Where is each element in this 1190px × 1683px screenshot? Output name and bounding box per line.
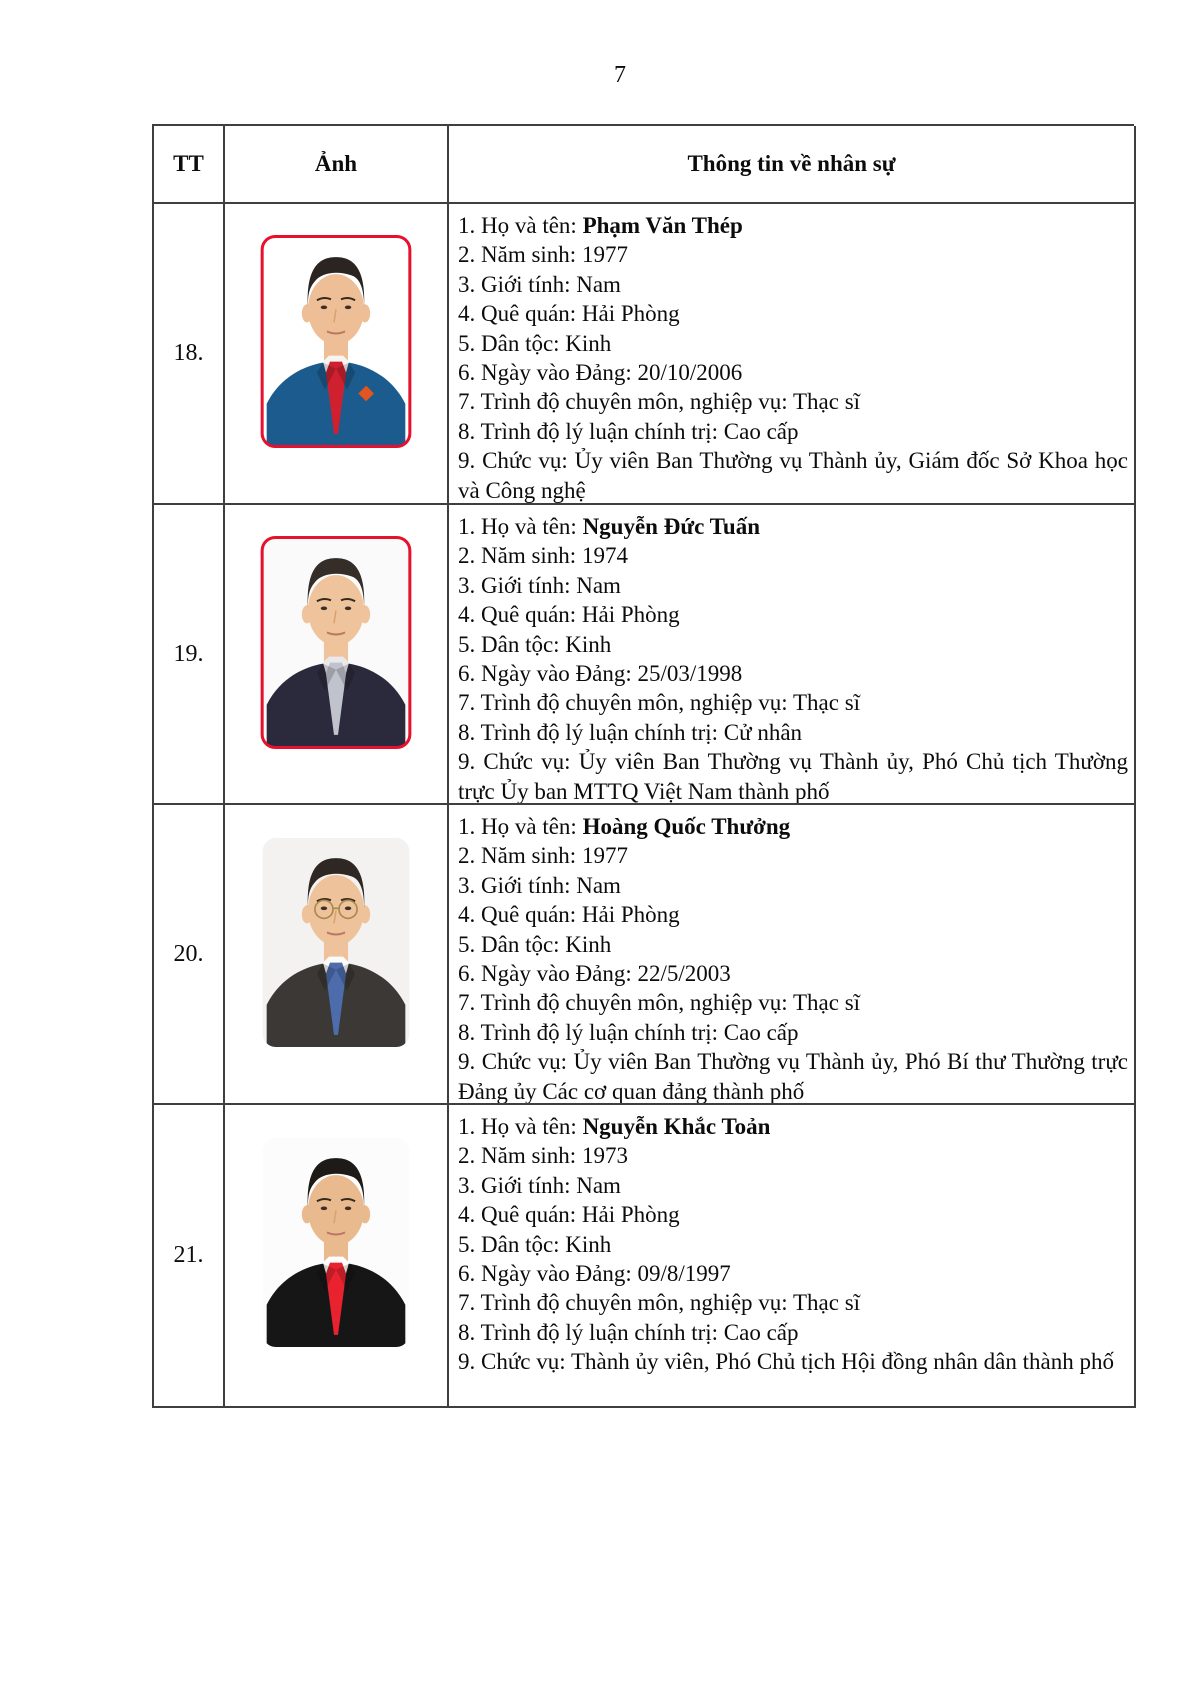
- info-gender: 3. Giới tính: Nam: [458, 271, 621, 297]
- info-birth-year: 2. Năm sinh: 1974: [458, 543, 628, 569]
- info-birth-year: 2. Năm sinh: 1973: [458, 1143, 628, 1169]
- info-education: 7. Trình độ chuyên môn, nghiệp vụ: Thạc sĩ: [458, 389, 861, 415]
- portrait-eye-right: [345, 907, 351, 911]
- info-name-line: 1. Họ và tên: Hoàng Quốc Thưởng: [458, 814, 791, 839]
- info-birth-year: 2. Năm sinh: 1977: [458, 843, 628, 869]
- info-position: 9. Chức vụ: Ủy viên Ban Thường vụ Thành ủy, Phó Bí thư Thường trực Đảng ủy Các cơ quan đảng thành phố: [458, 1049, 1128, 1104]
- row-18-info: [449, 204, 1136, 505]
- header-photo: Ảnh: [225, 126, 449, 204]
- portrait-photo: [260, 836, 412, 1049]
- portrait-photo: [260, 536, 412, 749]
- info-politics: 8. Trình độ lý luận chính trị: Cao cấp: [458, 1319, 799, 1345]
- portrait-eye-left: [321, 607, 327, 611]
- info-name-line: 1. Họ và tên: Phạm Văn Thép: [458, 213, 743, 238]
- info-name-line: 1. Họ và tên: Nguyễn Khắc Toản: [458, 1114, 771, 1139]
- portrait-photo: [260, 235, 412, 448]
- row-21-info: [449, 1105, 1136, 1408]
- row-19-photo-cell: [225, 505, 449, 805]
- row-18-number: 18.: [154, 204, 225, 505]
- person-name: Nguyễn Khắc Toản: [582, 1114, 771, 1139]
- row-21-number: 21.: [154, 1105, 225, 1408]
- row-18-photo-cell: [225, 204, 449, 505]
- info-party-date: 6. Ngày vào Đảng: 20/10/2006: [458, 360, 743, 386]
- person-name: Hoàng Quốc Thưởng: [582, 814, 791, 839]
- info-position: 9. Chức vụ: Thành ủy viên, Phó Chủ tịch Hội đồng nhân dân thành phố: [458, 1349, 1114, 1375]
- info-hometown: 4. Quê quán: Hải Phòng: [458, 902, 680, 928]
- info-politics: 8. Trình độ lý luận chính trị: Cao cấp: [458, 418, 799, 444]
- portrait-eye-right: [345, 306, 351, 310]
- info-ethnicity: 5. Dân tộc: Kinh: [458, 631, 612, 657]
- row-19-number: 19.: [154, 505, 225, 805]
- info-position: 9. Chức vụ: Ủy viên Ban Thường vụ Thành ủy, Giám đốc Sở Khoa học và Công nghệ: [458, 448, 1128, 503]
- info-gender: 3. Giới tính: Nam: [458, 1172, 621, 1198]
- row-20-info: [449, 805, 1136, 1105]
- header-tt: TT: [154, 126, 225, 204]
- info-education: 7. Trình độ chuyên môn, nghiệp vụ: Thạc sĩ: [458, 1290, 861, 1316]
- info-ethnicity: 5. Dân tộc: Kinh: [458, 330, 612, 356]
- info-hometown: 4. Quê quán: Hải Phòng: [458, 301, 680, 327]
- portrait-eye-left: [321, 306, 327, 310]
- info-position: 9. Chức vụ: Ủy viên Ban Thường vụ Thành ủy, Phó Chủ tịch Thường trực Ủy ban MTTQ Việt Nam thành phố: [458, 749, 1128, 804]
- row-21-photo-cell: [225, 1105, 449, 1408]
- info-education: 7. Trình độ chuyên môn, nghiệp vụ: Thạc sĩ: [458, 690, 861, 716]
- portrait-eye-right: [345, 1207, 351, 1211]
- page-number: 7: [614, 62, 626, 88]
- info-politics: 8. Trình độ lý luận chính trị: Cử nhân: [458, 719, 803, 745]
- person-name: Nguyễn Đức Tuấn: [582, 514, 760, 539]
- info-party-date: 6. Ngày vào Đảng: 09/8/1997: [458, 1261, 731, 1287]
- info-name-line: 1. Họ và tên: Nguyễn Đức Tuấn: [458, 514, 760, 539]
- info-party-date: 6. Ngày vào Đảng: 25/03/1998: [458, 661, 743, 687]
- info-party-date: 6. Ngày vào Đảng: 22/5/2003: [458, 961, 731, 987]
- info-gender: 3. Giới tính: Nam: [458, 572, 621, 598]
- row-20-number: 20.: [154, 805, 225, 1105]
- header-info: Thông tin về nhân sự: [449, 126, 1136, 204]
- person-name: Phạm Văn Thép: [582, 213, 743, 238]
- portrait-eye-right: [345, 607, 351, 611]
- info-birth-year: 2. Năm sinh: 1977: [458, 242, 628, 268]
- info-education: 7. Trình độ chuyên môn, nghiệp vụ: Thạc sĩ: [458, 990, 861, 1016]
- row-19-info: [449, 505, 1136, 805]
- info-hometown: 4. Quê quán: Hải Phòng: [458, 1202, 680, 1228]
- portrait-eye-left: [321, 1207, 327, 1211]
- row-20-photo-cell: [225, 805, 449, 1105]
- info-ethnicity: 5. Dân tộc: Kinh: [458, 1231, 612, 1257]
- info-politics: 8. Trình độ lý luận chính trị: Cao cấp: [458, 1019, 799, 1045]
- info-gender: 3. Giới tính: Nam: [458, 872, 621, 898]
- portrait-photo: [260, 1136, 412, 1349]
- personnel-table: [152, 124, 1134, 1408]
- info-hometown: 4. Quê quán: Hải Phòng: [458, 602, 680, 628]
- info-ethnicity: 5. Dân tộc: Kinh: [458, 931, 612, 957]
- portrait-eye-left: [321, 907, 327, 911]
